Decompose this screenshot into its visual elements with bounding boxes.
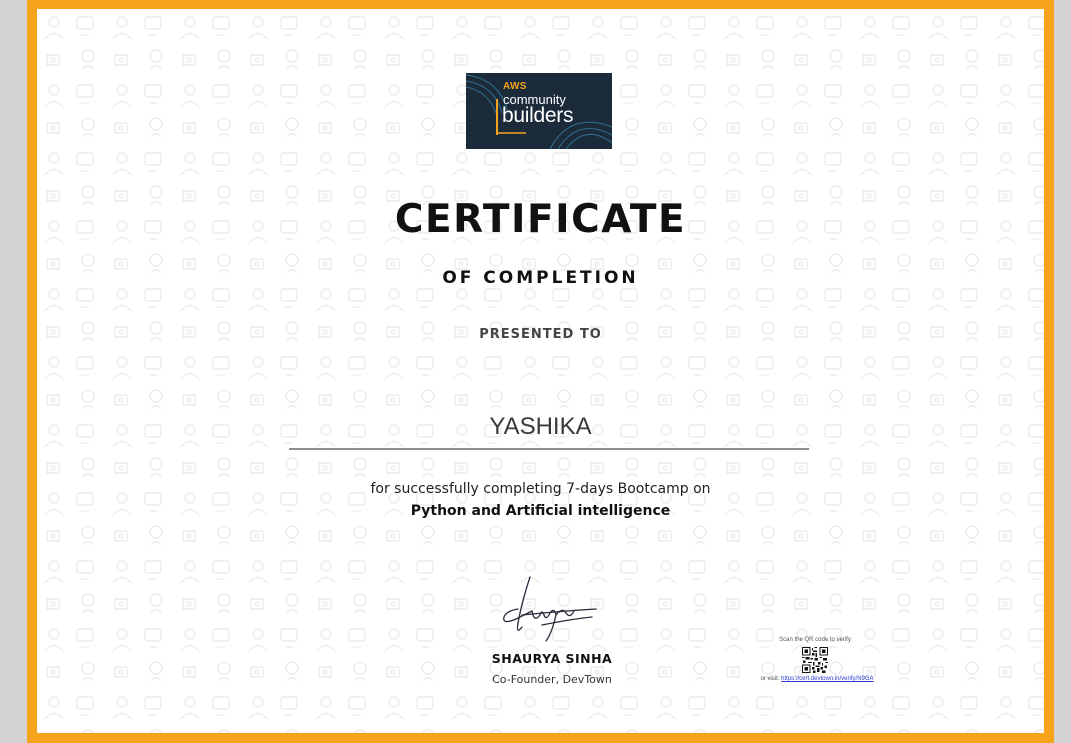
certificate-subtitle: OF COMPLETION <box>442 268 639 288</box>
course-name: Python and Artificial intelligence <box>410 503 671 519</box>
verify-prefix: or visit: <box>760 676 780 682</box>
logo-aws-text: AWS <box>503 81 527 92</box>
verify-link[interactable]: https://cert.devtown.in/verify/N9GA <box>781 676 874 682</box>
completion-description: for successfully completing 7-days Bootcamp on <box>370 481 711 497</box>
verify-link-line <box>697 676 937 682</box>
qr-code[interactable] <box>802 647 828 673</box>
name-underline <box>289 448 809 450</box>
certificate-frame <box>27 0 1054 743</box>
presented-to-label: PRESENTED TO <box>479 327 602 342</box>
signer-title: Co-Founder, DevTown <box>492 673 612 686</box>
certificate-title: CERTIFICATE <box>394 197 687 242</box>
signature-image <box>492 571 602 643</box>
qr-caption: Scan the QR code to verify <box>779 637 851 643</box>
signer-name: SHAURYA SINHA <box>491 651 613 666</box>
recipient-name: YASHIKA <box>489 413 592 440</box>
aws-community-builders-logo <box>466 73 612 149</box>
logo-builders-text: builders <box>502 104 574 127</box>
logo-community-text: community <box>503 92 566 107</box>
